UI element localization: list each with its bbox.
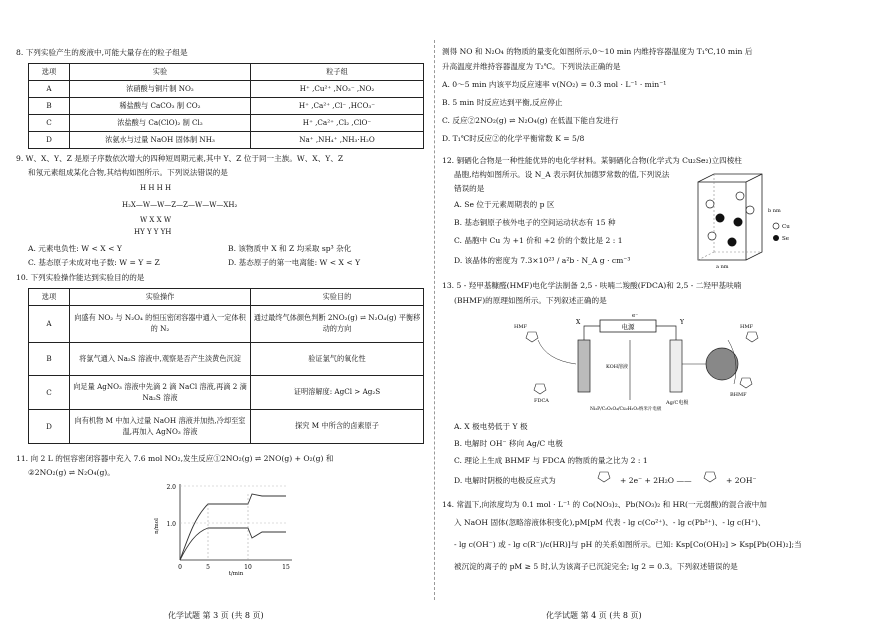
x-axis-label: t/min [228,571,244,576]
table-cell: H⁺ ,Ca²⁺ ,Cl⁻ ,HCO₃⁻ [251,98,424,115]
page-divider [434,40,435,600]
table-cell: D [29,410,70,444]
table-row [29,81,424,98]
table-cell: H⁺ ,Ca²⁺ ,Cl₂ ,ClO⁻ [251,115,424,132]
table-cell: 验证氯气的氧化性 [251,343,424,376]
q13-option-c: C. 理论上生成 BHMF 与 FDCA 的物质的量之比为 2 : 1 [454,456,648,465]
furan-ring-icon [526,332,538,342]
fdca-label: FDCA [534,398,549,404]
q12-option-d: D. 该晶体的密度为 7.3×10²³ / a²b · N_A g · cm⁻³ [454,256,631,265]
y-tick: 1.0 [166,521,176,528]
table-cell: 向足量 AgNO₃ 溶液中先滴 2 滴 NaCl 溶液,再滴 2 滴 Na₂S 溶液 [70,376,251,410]
ni-electrode-label: Ni₂P/C₂O₂O₄/Cu₂H₂O₂纳米片电极 [590,407,662,412]
x-tick: 10 [244,564,252,571]
q8-header-option: 选项 [29,64,70,81]
q9-option-d: D. 基态原子的第一电离能: W < X < Y [228,258,361,267]
table-cell: D [29,132,70,149]
x-tick: 0 [178,564,182,571]
furan-ring-icon [534,384,546,394]
electrode-zoom-circle [706,348,738,380]
table-cell: 浓氨水与过量 NaOH 固体制 NH₃ [70,132,251,149]
table-cell: B [29,343,70,376]
wire-right [656,326,676,340]
agc-electrode-label: Ag/C电极 [666,400,689,406]
table-row [29,306,424,343]
q14-line: 14. 常温下,向浓度均为 0.1 mol · L⁻¹ 的 Co(NO₃)₂、Pb(NO₃)₂ 和 HR(一元弱酸)的混合液中加 [442,500,767,509]
q8-header-experiment: 实验 [70,64,251,81]
x-terminal-label: X [576,319,581,326]
legend-se-icon [773,235,779,241]
hmf-label-right: HMF [740,324,753,330]
se-atom [734,218,743,227]
right-page [438,0,870,630]
cell-hidden-edge [698,252,714,260]
q13-electrolysis-diagram [508,310,778,422]
table-row [29,115,424,132]
se-atom [716,214,725,223]
electron-flow-label: e⁻ [632,313,639,319]
cell-edge [746,174,762,182]
legend-se-label: Se [782,236,790,242]
q8-header-particles: 粒子组 [251,64,424,81]
furan-ring-icon [740,378,752,388]
ni-electrode [578,340,590,392]
q12-line: 晶胞,结构如图所示。设 N_A 表示阿伏加德罗常数的值,下列说法 [454,170,670,179]
q13-option-d: D. 电解时阴极的电极反应式为 [454,476,556,485]
hmf-label-left: HMF [514,324,527,330]
q9-formula-end: HY Y Y YH [134,228,172,236]
furan-ring-icon [746,332,758,342]
table-cell: A [29,306,70,343]
q9-option-a: A. 元素电负性: W < X < Y [28,244,122,253]
q13-option-b: B. 电解时 OH⁻ 移向 Ag/C 电极 [454,439,563,448]
q10-header-purpose: 实验目的 [251,289,424,306]
table-row [29,376,424,410]
q11-stem-line1: 11. 向 2 L 的恒容密闭容器中充入 7.6 mol NO₂,发生反应①2NO₂(g) ⇌ 2NO(g) + O₂(g) 和 [16,454,334,463]
table-row [29,132,424,149]
q9-stem-line2: 和氖元素组成某化合物,其结构如图所示。下列说法错误的是 [28,168,228,177]
table-cell: 向有机物 M 中加入过量 NaOH 溶液并加热,冷却至室温,再加入 AgNO₃ 溶液 [70,410,251,444]
q11-option-d: D. T₁℃时反应②的化学平衡常数 K = 5/8 [442,134,585,143]
q9-stem-line1: 9. W、X、Y、Z 是原子序数依次增大的四种短周期元素,其中 Y、Z 位于同一主族。W、X、Y、Z [16,154,344,163]
y-tick: 2.0 [166,484,176,491]
table-cell: 将氯气通入 Na₂S 溶液中,观察是否产生淡黄色沉淀 [70,343,251,376]
q10-header-option: 选项 [29,289,70,306]
dimension-b: b nm [768,208,781,214]
table-row [29,410,424,444]
q9-formula-top: H H H H [140,184,172,192]
q9-formula-main: H₂X—W—W—Z—Z—W—W—XH₂ [122,201,238,209]
cu-atom [736,192,744,200]
reaction-arrow [538,340,576,364]
q11-cont-line: 测得 NO 和 N₂O₄ 的物质的量变化如图所示,0～10 min 内维持容器温度为 T₁℃,10 min 后 [442,47,753,56]
table-cell: C [29,115,70,132]
curve-n2o4 [180,528,286,560]
q9-formula-bottom: W X X W [140,216,172,224]
q13-equation-end: + 2OH⁻ [726,476,757,485]
q12-option-b: B. 基态铜原子核外电子的空间运动状态有 15 种 [454,218,616,227]
q11-stem-line2: ②2NO₂(g) ⇌ N₂O₄(g)。 [28,468,115,477]
q9-option-b: B. 该物质中 X 和 Z 均采取 sp³ 杂化 [228,244,352,253]
table-cell: 探究 M 中所含的卤素原子 [251,410,424,444]
cu-atom [708,232,716,240]
dimension-a: a nm [716,264,729,270]
y-terminal-label: Y [680,319,684,326]
q12-line: 12. 铜硒化合物是一种性能优异的电化学材料。某铜硒化合物(化学式为 Cu₂Se₂)立四棱柱 [442,156,742,165]
q10-header-operation: 实验操作 [70,289,251,306]
right-footer: 化学试题 第 4 页 (共 8 页) [546,611,642,620]
table-cell: 通过最终气体颜色判断 2NO₂(g) ⇌ N₂O₄(g) 平衡移动的方向 [251,306,424,343]
legend-cu-label: Cu [782,224,790,230]
q12-option-a: A. Se 位于元素周期表的 p 区 [454,200,555,209]
q13-equation-middle: + 2e⁻ + 2H₂O —— [620,476,692,485]
x-tick: 5 [206,564,210,571]
power-supply-label: 电源 [621,323,635,331]
q8-stem: 8. 下列实验产生的废液中,可能大量存在的粒子组是 [16,48,188,57]
table-cell: 浓盐酸与 Ca(ClO)₂ 制 Cl₂ [70,115,251,132]
curve-no [180,494,286,560]
q12-line: 错误的是 [454,184,485,193]
q12-option-c: C. 晶胞中 Cu 为 +1 价和 +2 价的个数比是 2 : 1 [454,236,623,245]
wire-left [584,326,600,340]
q10-table [28,288,424,444]
y-axis-label: n/mol [154,518,160,534]
q10-stem: 10. 下列实验操作能达到实验目的的是 [16,273,145,282]
q11-option-c: C. 反应②2NO₂(g) ⇌ N₂O₄(g) 在低温下能自发进行 [442,116,619,125]
agc-electrode [670,340,682,392]
table-cell: A [29,81,70,98]
q14-line: 被沉淀的离子的 pM ≥ 5 时,认为该离子已沉淀完全; lg 2 = 0.3。下列叙述错误的是 [454,562,738,571]
bhmf-label: BHMF [730,392,747,398]
cu-atom [746,206,754,214]
se-atom [728,238,737,247]
q11-cont-line: 升高温度并维持容器温度为 T₂℃。下列说法正确的是 [442,62,621,71]
table-cell: Na⁺ ,NH₄⁺ ,NH₃·H₂O [251,132,424,149]
table-cell: 证明溶解度: AgCl > Ag₂S [251,376,424,410]
table-cell: 向盛有 NO₂ 与 N₂O₄ 的恒压密闭容器中通入一定体积的 N₂ [70,306,251,343]
q14-line: 入 NaOH 固体(忽略溶液体积变化),pM[pM 代表 - lg c(Co²⁺)、- lg c(Pb²⁺)、- lg c(H⁺)、 [454,518,766,527]
table-cell: C [29,376,70,410]
q11-chart [150,480,300,576]
q9-option-c: C. 基态原子未成对电子数: W = Y = Z [28,258,160,267]
bhmf-structure-icon [594,466,616,486]
table-cell: H⁺ ,Cu²⁺ ,NO₃⁻ ,NO₂ [251,81,424,98]
left-footer: 化学试题 第 3 页 (共 8 页) [168,611,264,620]
product-structure-icon [700,466,722,486]
q11-option-a: A. 0～5 min 内该平均反应速率 v(NO₂) = 0.3 mol · L⁻¹ · min⁻¹ [442,80,667,89]
table-row [29,98,424,115]
cell-back-edges [698,174,762,260]
q13-line: (BHMF)的原理如图所示。下列叙述正确的是 [454,296,607,305]
q13-line: 13. 5 - 羟甲基糠醛(HMF)电化学法制备 2,5 - 呋喃二羧酸(FDCA)和 2,5 - 二羟甲基呋喃 [442,281,742,290]
table-cell: 稀盐酸与 CaCO₃ 制 CO₂ [70,98,251,115]
q12-crystal-cell [690,170,814,270]
table-cell: B [29,98,70,115]
cu-atom [706,200,714,208]
q14-line: - lg c(OH⁻) 或 - lg c(R⁻)/c(HR)]与 pH 的关系如图所示。已知: Ksp[Co(OH)₂] > Ksp[Pb(OH)₂];当 [454,540,802,549]
table-row [29,343,424,376]
q13-option-a: A. X 极电势低于 Y 极 [454,422,528,431]
q8-table [28,63,424,149]
x-tick: 15 [282,564,290,571]
table-cell: 浓硝酸与铜片制 NO₂ [70,81,251,98]
legend-cu-icon [773,223,779,229]
koh-solution-label: KOH溶液 [606,364,629,370]
q11-option-b: B. 5 min 时反应达到平衡,反应停止 [442,98,563,107]
left-page [0,0,432,630]
